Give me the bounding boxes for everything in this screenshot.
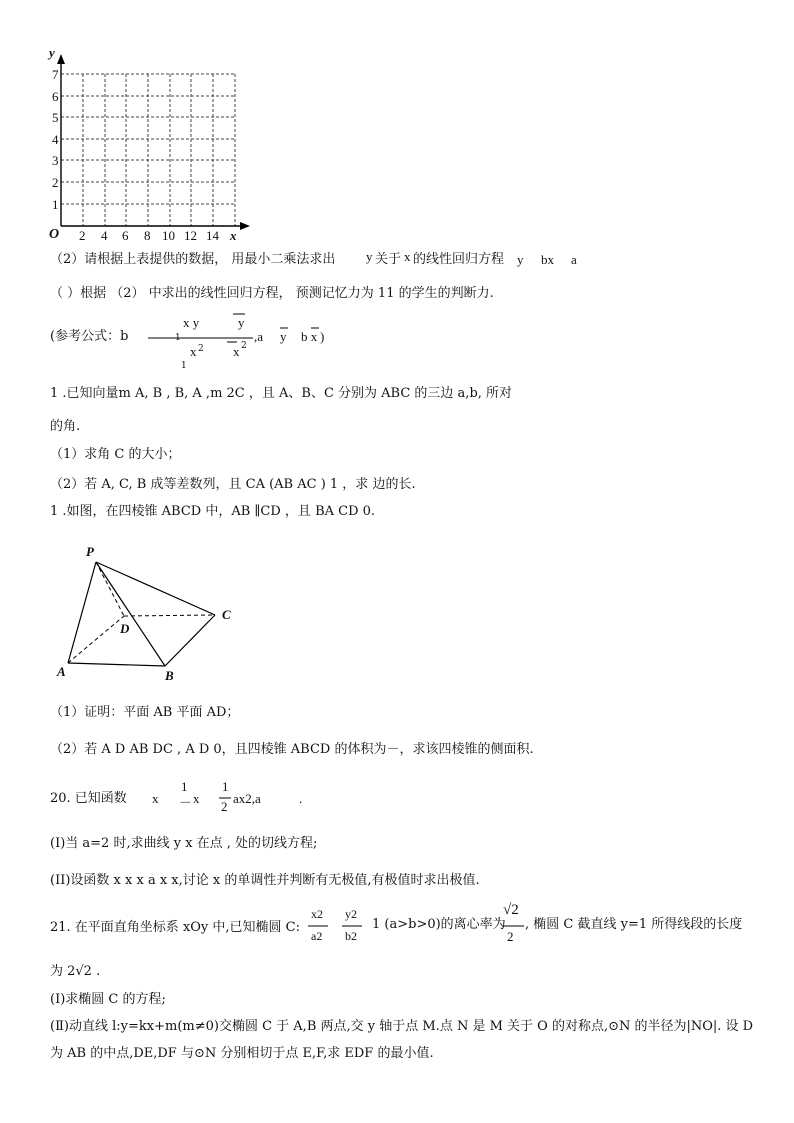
q2-text: （2）请根据上表提供的数据， 用最小二乘法求出 xyxy=(50,252,336,267)
y-tick: 3 xyxy=(52,153,59,168)
q2-about: 关于 xyxy=(375,252,402,267)
formula-a: ,a xyxy=(254,329,264,344)
p2-sub1: （1）证明：平面 AB 平面 AD； xyxy=(50,705,240,720)
p20-frac1-num: 1 xyxy=(181,779,188,794)
formula-bxbar: b x xyxy=(301,329,318,344)
p20-i: (I)当 a=2 时,求曲线 y x 在点 , 处的切线方程; xyxy=(50,836,318,851)
q2-eq-a: a xyxy=(571,252,577,267)
x-tick: 6 xyxy=(122,228,129,243)
p21-e-num: √2 xyxy=(503,902,519,918)
p1-line2: 的角. xyxy=(50,419,81,434)
formula-ybar: y xyxy=(280,329,287,344)
p21-head: 21. 在平面直角坐标系 xOy 中,已知椭圆 C: xyxy=(50,920,300,935)
formula-close: ) xyxy=(320,329,325,344)
x-tick: 8 xyxy=(144,228,151,243)
x-tick: 2 xyxy=(79,228,86,243)
origin-label: O xyxy=(49,227,60,242)
p20-x2: x xyxy=(193,791,200,806)
p1-sub2: （2）若 A, C, B 成等差数列，且 CA (AB AC ) 1 ，求 边的长. xyxy=(50,477,416,492)
q2-x: x xyxy=(404,249,411,264)
y-tick: 7 xyxy=(52,67,59,82)
y-tick: 1 xyxy=(52,197,59,212)
formula-bars xyxy=(145,312,265,352)
vertex-a: A xyxy=(57,664,66,679)
p21-ii-2: 为 AB 的中点,DE,DF 与⊙N 分别相切于点 E,F,求 EDF 的最小值. xyxy=(50,1046,434,1061)
q2-y: y xyxy=(366,249,373,264)
p21-i: (Ⅰ)求椭圆 C 的方程; xyxy=(50,992,166,1007)
q2-eq-y: y xyxy=(517,252,524,267)
q2-eq-bx: bx xyxy=(541,252,554,267)
p21-line2: 为 2√2 . xyxy=(50,964,101,979)
p21-mid: 1 (a>b>0)的离心率为 xyxy=(372,917,506,932)
y-tick: 6 xyxy=(52,89,59,104)
x-tick: 4 xyxy=(101,228,108,243)
p2-line1: 1 .如图，在四棱锥 ABCD 中，AB ∥CD ，且 BA CD 0. xyxy=(50,504,376,519)
p21-ii-1: (Ⅱ)动直线 l:y=kx+m(m≠0)交椭圆 C 于 A,B 两点,交 y 轴于点 M.点 N 是 M 关于 O 的对称点,⊙N 的半径为|NO|. 设 D xyxy=(50,1019,754,1034)
x-tick: 12 xyxy=(184,228,197,243)
formula-den: x xyxy=(190,344,197,359)
p21-e-den: 2 xyxy=(507,929,514,944)
x-tick: 10 xyxy=(162,228,175,243)
p21-fy-num: y2 xyxy=(345,907,357,921)
formula-den-bar: x xyxy=(233,344,240,359)
p20-frac-bar xyxy=(219,796,233,800)
p1-line1: 1 .已知向量m A, B , B, A ,m 2C ，且 A、B、C 分别为 ABC 的三边 a,b, 所对 xyxy=(50,386,513,401)
p21-tail: , 椭圆 C 截直线 y=1 所得线段的长度 xyxy=(525,917,743,932)
q3-text: （ ）根据 （2） 中求出的线性回归方程， 预测记忆力为 11 的学生的判断力. xyxy=(50,286,494,301)
p20-head: 20. 已知函数 xyxy=(50,791,127,806)
q2-rest: 的线性回归方程 xyxy=(413,252,505,267)
p20-ii: (II)设函数 x x x a x x,讨论 x 的单调性并判断有无极值,有极值时求出极值. xyxy=(50,873,480,888)
p20-frac2-den: 2 xyxy=(221,799,228,814)
y-tick: 5 xyxy=(52,110,59,125)
formula-den-sup: 2 xyxy=(241,341,247,351)
formula-den-exp: 2 xyxy=(198,344,204,354)
p21-fy-den: b2 xyxy=(345,929,357,943)
formula-num: x y xyxy=(183,315,200,330)
p21-fx-den: a2 xyxy=(311,929,323,943)
p1-sub1: （1）求角 C 的大小； xyxy=(50,447,181,462)
p21-fx-num: x2 xyxy=(311,907,323,921)
y-axis-label: y xyxy=(49,45,55,60)
formula-label: (参考公式：b xyxy=(50,329,129,344)
p20-frac1-den: － xyxy=(179,795,193,810)
coordinate-grid xyxy=(40,40,300,243)
formula-bars-2 xyxy=(278,326,338,336)
p20-tail: ax2,a xyxy=(233,791,261,806)
formula-num-bar: y xyxy=(238,315,245,330)
x-tick: 14 xyxy=(206,228,219,243)
formula-sub2: 1 xyxy=(181,361,187,371)
formula-sub1: 1 xyxy=(175,333,181,343)
y-tick: 2 xyxy=(52,175,59,190)
p20-x1: x xyxy=(152,791,159,806)
vertex-p: P xyxy=(86,544,94,559)
vertex-d: D xyxy=(120,621,130,636)
p20-dot: . xyxy=(299,791,303,806)
vertex-b: B xyxy=(165,668,174,683)
y-tick: 4 xyxy=(52,132,59,147)
p20-frac2-num: 1 xyxy=(222,779,229,794)
vertex-c: C xyxy=(222,607,231,622)
x-axis-label: x xyxy=(230,228,237,243)
p2-sub2: （2）若 A D AB DC , A D 0，且四棱锥 ABCD 的体积为－，求该四棱锥的侧面积. xyxy=(50,742,534,757)
